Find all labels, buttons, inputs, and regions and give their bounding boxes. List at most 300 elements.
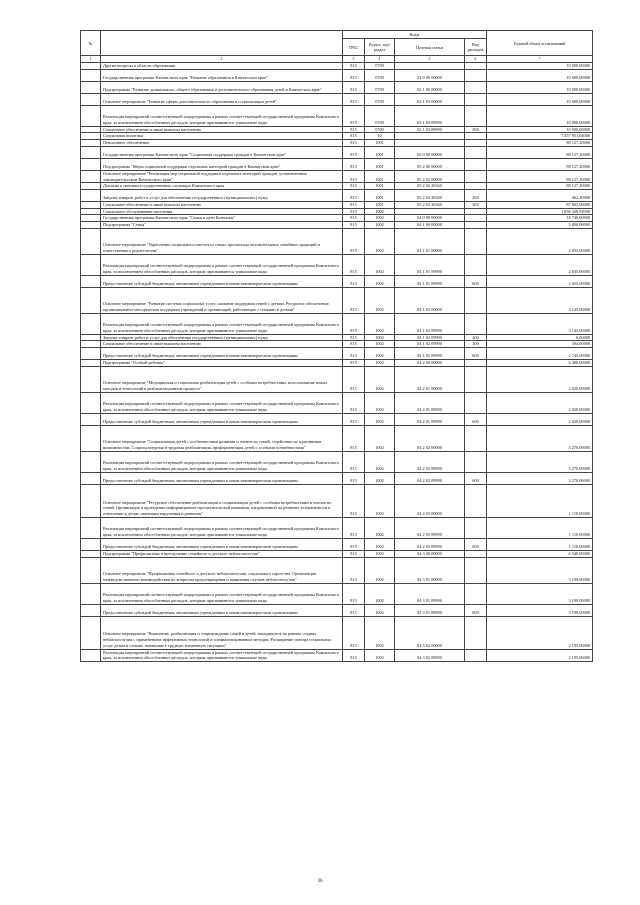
header-colnum: 5 bbox=[395, 56, 465, 63]
row-vr: 600 bbox=[465, 413, 487, 425]
row-grbs: 815 bbox=[343, 183, 365, 190]
row-cs: 05 2 02 00000 bbox=[395, 170, 465, 182]
row-amount: 6 400,00000 bbox=[487, 360, 593, 367]
row-razdel: 1002 bbox=[365, 222, 395, 229]
row-cs: 04 3 02 09990 bbox=[395, 649, 465, 661]
page-number: 36 bbox=[317, 879, 323, 884]
row-amount: 462,20000 bbox=[487, 189, 593, 201]
row-num bbox=[81, 392, 101, 413]
row-name: Социальное обеспечение и иные выплаты населению bbox=[101, 126, 343, 133]
table-row bbox=[81, 348, 593, 360]
row-amount: 10 900,00000 bbox=[487, 63, 593, 70]
header-num: № bbox=[81, 31, 101, 56]
row-grbs: 815 bbox=[343, 425, 365, 451]
row-grbs: 815 bbox=[343, 222, 365, 229]
row-num bbox=[81, 341, 101, 348]
row-name: Основное мероприятие "Профилактика семейного и детского неблагополучия, социального сиротства. Организация межведомственного взаимодействия по вопросам предотвращения и выявления случаев неблагополучия" bbox=[101, 557, 343, 583]
row-vr bbox=[465, 517, 487, 538]
row-num bbox=[81, 254, 101, 275]
row-vr: 300 bbox=[465, 126, 487, 133]
row-razdel: 0709 bbox=[365, 93, 395, 105]
row-grbs: 815 bbox=[343, 392, 365, 413]
row-razdel: 1002 bbox=[365, 392, 395, 413]
row-num bbox=[81, 348, 101, 360]
row-razdel: 1002 bbox=[365, 254, 395, 275]
row-name: Реализация мероприятий соответствующей подпрограммы в рамках соответствующей государственной программы Камчатского края, за исключением обособленных расходов, которым присваиваются уникальные коды bbox=[101, 583, 343, 604]
row-name: Предоставление субсидий бюджетным, автономным учреждениям и иным некоммерческим организациям bbox=[101, 275, 343, 287]
row-vr bbox=[465, 649, 487, 661]
row-razdel: 1002 bbox=[365, 313, 395, 334]
row-grbs: 815 bbox=[343, 649, 365, 661]
row-num bbox=[81, 201, 101, 208]
row-name: Основное мероприятие "Социализация детей с особенностями развития и членов их семей, содействие их адаптивным возможностям. Социокультурная и трудовая реабилитация, профориентация детей с особыми потребностями" bbox=[101, 425, 343, 451]
row-vr bbox=[465, 616, 487, 649]
header-razdel: Раздел, под-раздел bbox=[365, 39, 395, 56]
row-cs: 04 1 01 09990 bbox=[395, 275, 465, 287]
row-razdel: 1002 bbox=[365, 360, 395, 367]
row-name: Государственная программа Камчатского края "Социальная поддержка граждан в Камчатском крае" bbox=[101, 146, 343, 158]
row-grbs: 815 bbox=[343, 413, 365, 425]
header-colnum: 2 bbox=[101, 56, 343, 63]
row-vr bbox=[465, 451, 487, 472]
row-num bbox=[81, 222, 101, 229]
row-amount: 88 127,20000 bbox=[487, 140, 593, 147]
row-vr bbox=[465, 287, 487, 313]
row-amount: 18 740,00000 bbox=[487, 215, 593, 222]
table-row bbox=[81, 189, 593, 201]
table-header bbox=[81, 31, 593, 63]
row-cs: 05 2 02 20340 bbox=[395, 201, 465, 208]
row-amount: 1 110,00000 bbox=[487, 517, 593, 538]
header-colnum: 3 bbox=[343, 56, 365, 63]
row-num bbox=[81, 604, 101, 616]
row-vr bbox=[465, 583, 487, 604]
table-row bbox=[81, 649, 593, 661]
row-vr bbox=[465, 146, 487, 158]
row-amount: 88 127,20000 bbox=[487, 170, 593, 182]
row-name: Основное мероприятие "Развитие сферы дополнительного образования в социализации детей" bbox=[101, 93, 343, 105]
row-razdel: 1002 bbox=[365, 472, 395, 484]
row-grbs: 815 bbox=[343, 201, 365, 208]
header-name bbox=[101, 31, 343, 56]
row-razdel: 1001 bbox=[365, 183, 395, 190]
row-cs: 04 1 02 09990 bbox=[395, 334, 465, 341]
row-razdel: 1002 bbox=[365, 348, 395, 360]
row-grbs: 815 bbox=[343, 170, 365, 182]
row-vr: 200 bbox=[465, 334, 487, 341]
row-amount: 3 270,00000 bbox=[487, 472, 593, 484]
row-cs: 04 2 03 09990 bbox=[395, 538, 465, 550]
row-razdel: 1002 bbox=[365, 275, 395, 287]
row-amount: 2 195,00000 bbox=[487, 616, 593, 649]
table-row bbox=[81, 392, 593, 413]
row-razdel: 1002 bbox=[365, 550, 395, 557]
row-cs bbox=[395, 133, 465, 140]
row-cs: 02 1 03 09990 bbox=[395, 126, 465, 133]
row-cs: 04 1 01 00000 bbox=[395, 228, 465, 254]
table-row bbox=[81, 604, 593, 616]
row-grbs: 815 bbox=[343, 287, 365, 313]
row-amount: 3 145,00000 bbox=[487, 313, 593, 334]
row-amount: 2 655,00000 bbox=[487, 228, 593, 254]
row-grbs: 815 bbox=[343, 254, 365, 275]
row-name: Реализация мероприятий соответствующей подпрограммы в рамках соответствующей государственной программы Камчатского края, за исключением обособленных расходов, которым присваиваются уникальные коды bbox=[101, 649, 343, 661]
row-name: Предоставление субсидий бюджетным, автономным учреждениям и иным некоммерческим организациям bbox=[101, 413, 343, 425]
row-name: Реализация мероприятий соответствующей подпрограммы в рамках соответствующей государственной программы Камчатского края, за исключением обособленных расходов, которым присваиваются уникальные коды bbox=[101, 254, 343, 275]
row-num bbox=[81, 538, 101, 550]
row-grbs: 815 bbox=[343, 208, 365, 215]
table-row bbox=[81, 63, 593, 70]
table-row bbox=[81, 201, 593, 208]
row-cs: 04 2 00 00000 bbox=[395, 360, 465, 367]
row-razdel: 0709 bbox=[365, 69, 395, 81]
row-razdel: 1002 bbox=[365, 557, 395, 583]
row-num bbox=[81, 81, 101, 93]
row-vr bbox=[465, 484, 487, 517]
table-row bbox=[81, 126, 593, 133]
budget-table bbox=[80, 30, 593, 662]
row-grbs: 815 bbox=[343, 189, 365, 201]
row-vr bbox=[465, 313, 487, 334]
row-num bbox=[81, 360, 101, 367]
row-vr bbox=[465, 557, 487, 583]
row-razdel: 1002 bbox=[365, 341, 395, 348]
row-cs: 04 1 02 09990 bbox=[395, 348, 465, 360]
row-cs: 02 0 00 00000 bbox=[395, 69, 465, 81]
row-razdel: 1002 bbox=[365, 215, 395, 222]
row-cs: 04 2 02 00000 bbox=[395, 425, 465, 451]
row-razdel: 0709 bbox=[365, 63, 395, 70]
row-name: Государственная программа Камчатского края "Развитие образования в Камчатском крае" bbox=[101, 69, 343, 81]
table-row bbox=[81, 140, 593, 147]
row-grbs: 815 bbox=[343, 105, 365, 126]
table-body bbox=[81, 63, 593, 662]
row-grbs: 815 bbox=[343, 126, 365, 133]
row-name: Закупка товаров, работ и услуг для обеспечения государственных (муниципальных) нужд bbox=[101, 189, 343, 201]
row-name: Предоставление субсидий бюджетным, автономным учреждениям и иным некоммерческим организациям bbox=[101, 604, 343, 616]
row-num bbox=[81, 146, 101, 158]
row-amount: 10 900,00000 bbox=[487, 93, 593, 105]
row-cs: 04 2 02 09990 bbox=[395, 451, 465, 472]
row-grbs: 815 bbox=[343, 550, 365, 557]
row-vr bbox=[465, 392, 487, 413]
row-razdel: 1002 bbox=[365, 287, 395, 313]
row-num bbox=[81, 484, 101, 517]
header-vr: Вид расходов bbox=[465, 39, 487, 56]
row-num bbox=[81, 105, 101, 126]
row-num bbox=[81, 287, 101, 313]
table-row bbox=[81, 133, 593, 140]
row-amount: 10 900,00000 bbox=[487, 105, 593, 126]
row-cs: 05 2 02 20340 bbox=[395, 189, 465, 201]
header-colnum: 6 bbox=[465, 56, 487, 63]
row-cs: 04 3 01 09990 bbox=[395, 583, 465, 604]
table-row bbox=[81, 616, 593, 649]
row-grbs: 815 bbox=[343, 472, 365, 484]
row-cs: 05 0 00 00000 bbox=[395, 146, 465, 158]
table-row bbox=[81, 472, 593, 484]
row-vr bbox=[465, 254, 487, 275]
row-grbs: 815 bbox=[343, 140, 365, 147]
row-cs bbox=[395, 208, 465, 215]
row-grbs: 815 bbox=[343, 133, 365, 140]
row-name: Социальное обеспечение и иные выплаты населению bbox=[101, 201, 343, 208]
row-amount: 1 856 328,92000 bbox=[487, 208, 593, 215]
row-amount: 88 127,20000 bbox=[487, 158, 593, 170]
table-row bbox=[81, 146, 593, 158]
table-row bbox=[81, 413, 593, 425]
row-name: Основное мероприятие "Выявление, реабилитация и сопровождение семей и детей, находящихся на ранних стадиях неблагополучия с применением эффективных технологий и специализированных методик. Расширение спектра социальных услуг детям и семьям, попавшим в трудную жизненную ситуацию" bbox=[101, 616, 343, 649]
table-row bbox=[81, 313, 593, 334]
row-num bbox=[81, 215, 101, 222]
row-vr bbox=[465, 360, 487, 367]
row-razdel: 1001 bbox=[365, 140, 395, 147]
row-num bbox=[81, 63, 101, 70]
row-grbs: 815 bbox=[343, 360, 365, 367]
row-cs bbox=[395, 140, 465, 147]
row-name: Реализация мероприятий соответствующей подпрограммы в рамках соответствующей государственной программы Камчатского края, за исключением обособленных расходов, которым присваиваются уникальные коды bbox=[101, 392, 343, 413]
table-row bbox=[81, 275, 593, 287]
row-name: Основное мероприятие "Развитие системы социальных услуг, оказание поддержки семей с детьми. Ресурсное обеспечение, организационно-методическая поддержка учреждений и организаций, работающих с семьями и детьми" bbox=[101, 287, 343, 313]
row-name: Реализация мероприятий соответствующей подпрограммы в рамках соответствующей государственной программы Камчатского края, за исключением обособленных расходов, которым присваиваются уникальные коды bbox=[101, 105, 343, 126]
row-cs: 04 3 02 00000 bbox=[395, 616, 465, 649]
row-name: Предоставление субсидий бюджетным, автономным учреждениям и иным некоммерческим организациям bbox=[101, 348, 343, 360]
row-name: Подпрограмма "Особый ребенок" bbox=[101, 360, 343, 367]
row-grbs: 815 bbox=[343, 616, 365, 649]
row-cs: 04 1 00 00000 bbox=[395, 222, 465, 229]
row-razdel: 1002 bbox=[365, 425, 395, 451]
row-razdel: 1002 bbox=[365, 616, 395, 649]
row-grbs: 815 bbox=[343, 158, 365, 170]
table-row bbox=[81, 81, 593, 93]
row-amount: 7 457 951,04000 bbox=[487, 133, 593, 140]
row-amount: 2 020,00000 bbox=[487, 366, 593, 392]
row-razdel: 1002 bbox=[365, 538, 395, 550]
row-razdel: 0709 bbox=[365, 126, 395, 133]
table-row bbox=[81, 93, 593, 105]
row-name: Закупка товаров, работ и услуг для обеспечения государственных (муниципальных) нужд bbox=[101, 334, 343, 341]
row-num bbox=[81, 583, 101, 604]
header-annual: Годовой объем ассигнований bbox=[487, 31, 593, 56]
row-cs: 04 1 02 09990 bbox=[395, 341, 465, 348]
row-grbs: 815 bbox=[343, 313, 365, 334]
row-amount: 3 199,00000 bbox=[487, 557, 593, 583]
row-razdel: 1002 bbox=[365, 517, 395, 538]
row-razdel: 1001 bbox=[365, 189, 395, 201]
row-name: Основное мероприятие "Укрепление социального института семьи, пропаганда положительных семейных традиций и ответственного родительства" bbox=[101, 228, 343, 254]
row-razdel: 1002 bbox=[365, 208, 395, 215]
table-row bbox=[81, 254, 593, 275]
row-vr: 300 bbox=[465, 201, 487, 208]
row-num bbox=[81, 517, 101, 538]
table-row bbox=[81, 451, 593, 472]
row-grbs: 815 bbox=[343, 484, 365, 517]
row-cs bbox=[395, 63, 465, 70]
row-vr bbox=[465, 133, 487, 140]
row-cs: 04 2 01 09990 bbox=[395, 392, 465, 413]
row-cs: 04 2 02 09990 bbox=[395, 472, 465, 484]
row-razdel: 1001 bbox=[365, 146, 395, 158]
row-num bbox=[81, 140, 101, 147]
row-grbs: 815 bbox=[343, 348, 365, 360]
table-row bbox=[81, 334, 593, 341]
row-name: Государственная программа Камчатского края "Семья и дети Камчатки" bbox=[101, 215, 343, 222]
row-amount: 2 655,00000 bbox=[487, 254, 593, 275]
table-row bbox=[81, 158, 593, 170]
row-num bbox=[81, 472, 101, 484]
row-num bbox=[81, 366, 101, 392]
row-num bbox=[81, 158, 101, 170]
row-razdel: 1002 bbox=[365, 583, 395, 604]
row-razdel: 0709 bbox=[365, 81, 395, 93]
row-num bbox=[81, 413, 101, 425]
row-razdel: 1002 bbox=[365, 366, 395, 392]
row-num bbox=[81, 616, 101, 649]
row-amount: 88 127,20000 bbox=[487, 183, 593, 190]
row-num bbox=[81, 313, 101, 334]
table-row bbox=[81, 69, 593, 81]
row-name: Предоставление субсидий бюджетным, автономным учреждениям и иным некоммерческим организациям bbox=[101, 472, 343, 484]
row-name: Социальное обслуживание населения bbox=[101, 208, 343, 215]
row-name: Предоставление субсидий бюджетным, автономным учреждениям и иным некоммерческим организациям bbox=[101, 538, 343, 550]
row-amount: 88 127,20000 bbox=[487, 146, 593, 158]
row-num bbox=[81, 425, 101, 451]
row-grbs: 815 bbox=[343, 81, 365, 93]
row-cs: 04 3 01 09990 bbox=[395, 604, 465, 616]
row-cs: 02 1 00 00000 bbox=[395, 81, 465, 93]
row-num bbox=[81, 550, 101, 557]
row-amount: 6,00000 bbox=[487, 334, 593, 341]
row-cs: 02 1 03 00000 bbox=[395, 93, 465, 105]
table-row bbox=[81, 105, 593, 126]
row-grbs: 815 bbox=[343, 341, 365, 348]
row-name: Социальное обеспечение и иные выплаты населению bbox=[101, 341, 343, 348]
row-amount: 10 900,00000 bbox=[487, 69, 593, 81]
row-vr bbox=[465, 222, 487, 229]
row-vr bbox=[465, 158, 487, 170]
row-amount: 5 800,00000 bbox=[487, 222, 593, 229]
row-vr: 300 bbox=[465, 341, 487, 348]
row-name: Доплаты к пенсиям государственных служащих Камчатского края bbox=[101, 183, 343, 190]
row-name: Реализация мероприятий соответствующей подпрограммы в рамках соответствующей государственной программы Камчатского края, за исключением обособленных расходов, которым присваиваются уникальные коды bbox=[101, 517, 343, 538]
row-num bbox=[81, 170, 101, 182]
row-cs: 04 2 01 00000 bbox=[395, 366, 465, 392]
row-cs: 04 1 02 00000 bbox=[395, 287, 465, 313]
row-amount: 394,00000 bbox=[487, 341, 593, 348]
budget-table-sheet bbox=[80, 30, 592, 662]
row-vr: 600 bbox=[465, 348, 487, 360]
row-name: Социальная политика bbox=[101, 133, 343, 140]
row-name: Пенсионное обеспечение bbox=[101, 140, 343, 147]
row-grbs: 815 bbox=[343, 215, 365, 222]
row-num bbox=[81, 208, 101, 215]
header-colnum: 1 bbox=[81, 56, 101, 63]
row-razdel: 1002 bbox=[365, 484, 395, 517]
row-vr bbox=[465, 228, 487, 254]
row-grbs: 815 bbox=[343, 557, 365, 583]
row-razdel: 1001 bbox=[365, 170, 395, 182]
table-row bbox=[81, 228, 593, 254]
row-num bbox=[81, 451, 101, 472]
row-name: Основное мероприятие "Медицинская и социальная реабилитация детей с особыми потребностями, использование новых методов и технологий в реабилитационном процессе" bbox=[101, 366, 343, 392]
row-amount: 2 020,00000 bbox=[487, 413, 593, 425]
row-vr: 600 bbox=[465, 275, 487, 287]
header-codes: Коды bbox=[343, 31, 487, 39]
row-cs: 04 2 03 00000 bbox=[395, 484, 465, 517]
row-grbs: 815 bbox=[343, 517, 365, 538]
row-vr bbox=[465, 105, 487, 126]
header-colnum: 4 bbox=[365, 56, 395, 63]
row-razdel: 1001 bbox=[365, 201, 395, 208]
table-row bbox=[81, 550, 593, 557]
row-grbs: 815 bbox=[343, 63, 365, 70]
table-row bbox=[81, 215, 593, 222]
table-row bbox=[81, 170, 593, 182]
row-razdel: 1001 bbox=[365, 158, 395, 170]
row-cs: 04 2 01 09990 bbox=[395, 413, 465, 425]
row-amount: 87 665,00000 bbox=[487, 201, 593, 208]
header-colnum: 7 bbox=[487, 56, 593, 63]
row-vr bbox=[465, 425, 487, 451]
row-vr bbox=[465, 69, 487, 81]
row-cs: 05 2 02 20340 bbox=[395, 183, 465, 190]
row-amount: 2 020,00000 bbox=[487, 392, 593, 413]
table-row bbox=[81, 517, 593, 538]
row-name: Реализация мероприятий соответствующей подпрограммы в рамках соответствующей государственной программы Камчатского края, за исключением обособленных расходов, которым присваиваются уникальные коды bbox=[101, 313, 343, 334]
row-razdel: 1002 bbox=[365, 604, 395, 616]
row-name: Другие вопросы в области образования bbox=[101, 63, 343, 70]
row-vr bbox=[465, 183, 487, 190]
row-amount: 3 199,00000 bbox=[487, 604, 593, 616]
row-name: Подпрограмма "Профилактика и преодоление семейного и детского неблагополучия" bbox=[101, 550, 343, 557]
row-vr bbox=[465, 93, 487, 105]
row-grbs: 815 bbox=[343, 604, 365, 616]
row-num bbox=[81, 557, 101, 583]
row-grbs: 815 bbox=[343, 93, 365, 105]
row-grbs: 815 bbox=[343, 366, 365, 392]
row-vr: 200 bbox=[465, 189, 487, 201]
row-vr bbox=[465, 215, 487, 222]
row-amount: 1 110,00000 bbox=[487, 538, 593, 550]
row-name: Подпрограмма "Меры социальной поддержки отдельных категорий граждан в Камчатском крае" bbox=[101, 158, 343, 170]
row-cs: 05 2 00 00000 bbox=[395, 158, 465, 170]
row-amount: 2 655,00000 bbox=[487, 275, 593, 287]
row-num bbox=[81, 126, 101, 133]
row-num bbox=[81, 649, 101, 661]
table-row bbox=[81, 583, 593, 604]
row-grbs: 815 bbox=[343, 69, 365, 81]
table-row bbox=[81, 360, 593, 367]
row-razdel: 10 bbox=[365, 133, 395, 140]
row-cs: 02 1 03 09990 bbox=[395, 105, 465, 126]
table-row bbox=[81, 538, 593, 550]
row-vr bbox=[465, 63, 487, 70]
row-amount: 3 270,00000 bbox=[487, 425, 593, 451]
row-vr bbox=[465, 208, 487, 215]
row-grbs: 815 bbox=[343, 275, 365, 287]
table-row bbox=[81, 557, 593, 583]
row-amount: 6 540,00000 bbox=[487, 550, 593, 557]
row-num bbox=[81, 183, 101, 190]
row-amount: 1 110,00000 bbox=[487, 484, 593, 517]
row-razdel: 1002 bbox=[365, 228, 395, 254]
row-amount: 10 900,00000 bbox=[487, 81, 593, 93]
table-row bbox=[81, 222, 593, 229]
table-row bbox=[81, 425, 593, 451]
table-row bbox=[81, 366, 593, 392]
row-grbs: 815 bbox=[343, 538, 365, 550]
row-amount: 10 900,00000 bbox=[487, 126, 593, 133]
